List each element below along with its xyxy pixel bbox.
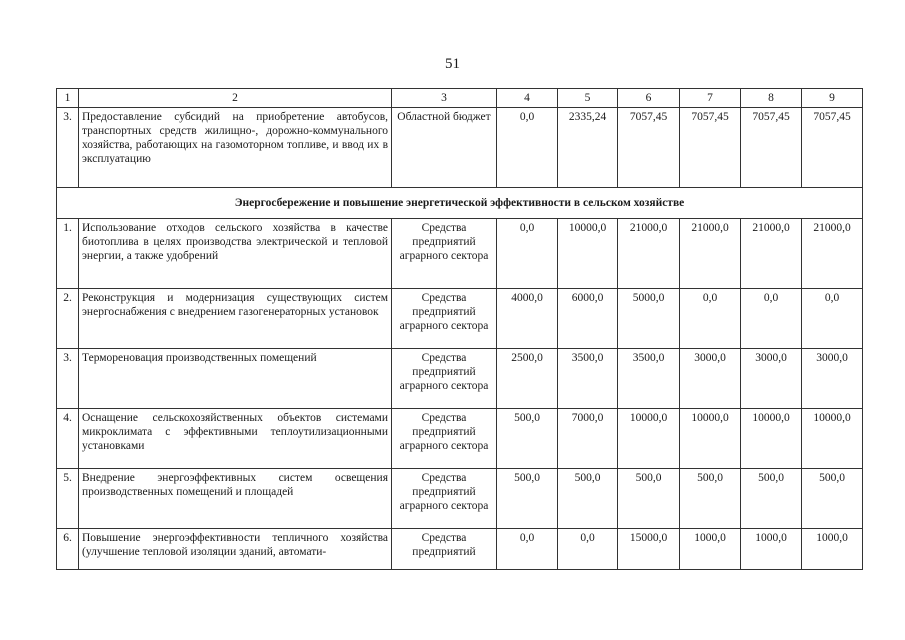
value-cell: 0,0 — [497, 529, 558, 570]
row-number: 4. — [57, 409, 79, 469]
measure-description: Термореновация производственных помещений — [79, 349, 392, 409]
row-number: 6. — [57, 529, 79, 570]
measure-description: Оснащение сельскохозяйственных объектов системами микроклимата с эффективными теплоутилизационными установками — [79, 409, 392, 469]
row-number: 1. — [57, 219, 79, 289]
funding-source: Средства предприятий аграрного сектора — [392, 469, 497, 529]
measure-description: Внедрение энергоэффективных систем освещения производственных помещений и площадей — [79, 469, 392, 529]
value-cell: 10000,0 — [802, 409, 863, 469]
row-number: 2. — [57, 289, 79, 349]
table-row — [57, 289, 863, 349]
value-cell: 0,0 — [802, 289, 863, 349]
value-cell: 2500,0 — [497, 349, 558, 409]
row-number: 5. — [57, 469, 79, 529]
measure-description: Предоставление субсидий на приобретение автобусов, транспортных средств жилищно-, дорожно-коммунального хозяйства, работающих на газомоторном топливе, и ввод их в эксплуатацию — [79, 108, 392, 188]
value-cell: 21000,0 — [618, 219, 680, 289]
table-row — [57, 469, 863, 529]
value-cell: 6000,0 — [558, 289, 618, 349]
value-cell: 1000,0 — [741, 529, 802, 570]
value-cell: 0,0 — [497, 219, 558, 289]
table-row — [57, 219, 863, 289]
funding-source: Средства предприятий — [392, 529, 497, 570]
value-cell: 500,0 — [741, 469, 802, 529]
value-cell: 0,0 — [680, 289, 741, 349]
value-cell: 10000,0 — [618, 409, 680, 469]
value-cell: 0,0 — [497, 108, 558, 188]
value-cell: 0,0 — [558, 529, 618, 570]
value-cell: 0,0 — [741, 289, 802, 349]
value-cell: 7057,45 — [802, 108, 863, 188]
value-cell: 4000,0 — [497, 289, 558, 349]
header-cell: 1 — [57, 89, 79, 108]
table-row — [57, 409, 863, 469]
value-cell: 7057,45 — [741, 108, 802, 188]
value-cell: 500,0 — [618, 469, 680, 529]
table-row — [57, 108, 863, 188]
value-cell: 10000,0 — [558, 219, 618, 289]
value-cell: 3500,0 — [558, 349, 618, 409]
value-cell: 500,0 — [680, 469, 741, 529]
value-cell: 7000,0 — [558, 409, 618, 469]
measure-description: Использование отходов сельского хозяйства в качестве биотоплива в целях производства электрической и тепловой энергии, а также удобрений — [79, 219, 392, 289]
value-cell: 21000,0 — [680, 219, 741, 289]
section-title: Энергосбережение и повышение энергетической эффективности в сельском хозяйстве — [57, 188, 863, 219]
funding-source: Средства предприятий аграрного сектора — [392, 409, 497, 469]
section-heading-row — [57, 188, 863, 219]
value-cell: 10000,0 — [680, 409, 741, 469]
header-cell: 7 — [680, 89, 741, 108]
value-cell: 5000,0 — [618, 289, 680, 349]
value-cell: 3000,0 — [802, 349, 863, 409]
header-cell: 5 — [558, 89, 618, 108]
value-cell: 1000,0 — [680, 529, 741, 570]
table-row — [57, 529, 863, 570]
value-cell: 21000,0 — [802, 219, 863, 289]
value-cell: 7057,45 — [618, 108, 680, 188]
header-cell: 8 — [741, 89, 802, 108]
row-number: 3. — [57, 349, 79, 409]
funding-source: Средства предприятий аграрного сектора — [392, 349, 497, 409]
value-cell: 7057,45 — [680, 108, 741, 188]
measure-description: Реконструкция и модернизация существующих систем энергоснабжения с внедрением газогенераторных установок — [79, 289, 392, 349]
page-number: 51 — [445, 56, 460, 72]
value-cell: 3500,0 — [618, 349, 680, 409]
value-cell: 10000,0 — [741, 409, 802, 469]
value-cell: 500,0 — [497, 409, 558, 469]
header-cell: 6 — [618, 89, 680, 108]
column-number-header-row — [57, 89, 863, 108]
header-cell: 9 — [802, 89, 863, 108]
value-cell: 3000,0 — [741, 349, 802, 409]
table-row — [57, 349, 863, 409]
header-cell: 3 — [392, 89, 497, 108]
row-number: 3. — [57, 108, 79, 188]
funding-source: Средства предприятий аграрного сектора — [392, 289, 497, 349]
value-cell: 21000,0 — [741, 219, 802, 289]
funding-source: Средства предприятий аграрного сектора — [392, 219, 497, 289]
value-cell: 500,0 — [558, 469, 618, 529]
value-cell: 500,0 — [802, 469, 863, 529]
funding-source: Областной бюджет — [392, 108, 497, 188]
value-cell: 2335,24 — [558, 108, 618, 188]
value-cell: 500,0 — [497, 469, 558, 529]
measure-description: Повышение энергоэффективности тепличного хозяйства (улучшение тепловой изоляции зданий, автомати- — [79, 529, 392, 570]
header-cell: 4 — [497, 89, 558, 108]
program-table — [56, 88, 863, 570]
value-cell: 15000,0 — [618, 529, 680, 570]
value-cell: 1000,0 — [802, 529, 863, 570]
header-cell: 2 — [79, 89, 392, 108]
value-cell: 3000,0 — [680, 349, 741, 409]
